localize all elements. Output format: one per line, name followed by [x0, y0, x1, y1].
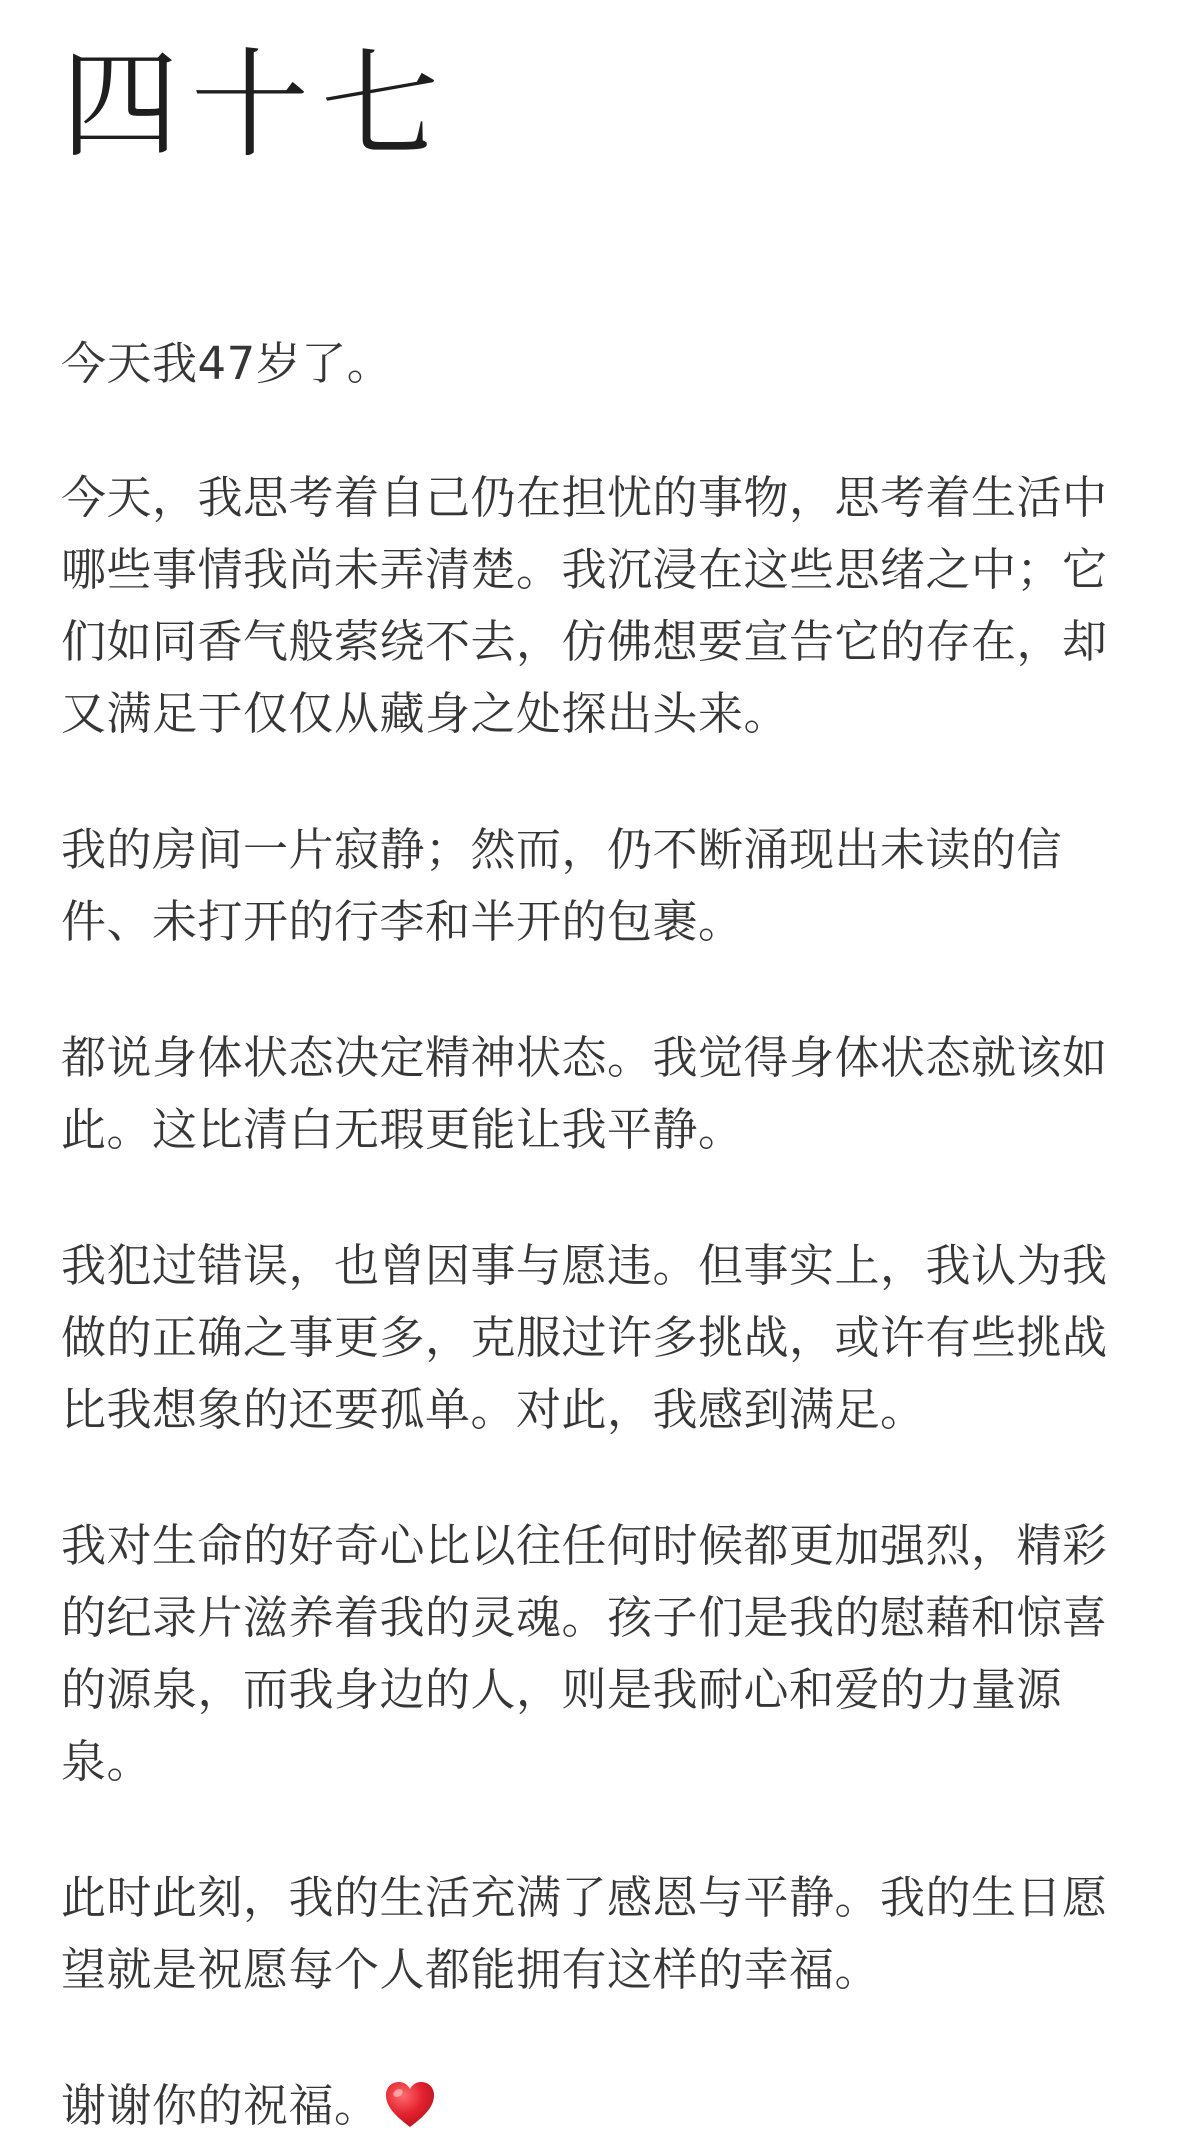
paragraph-7: 此时此刻，我的生活充满了感恩与平静。我的生日愿望就是祝愿每个人都能拥有这样的幸福。	[61, 1871, 1108, 1996]
paragraph-3: 我的房间一片寂静；然而，仍不断涌现出未读的信件、未打开的行李和半开的包裹。	[61, 823, 1063, 948]
closing-line	[61, 2070, 1117, 2142]
paragraph-4: 都说身体状态决定精神状态。我觉得身体状态就该如此。这比清白无瑕更能让我平静。	[61, 1031, 1108, 1156]
closing-text: 谢谢你的祝福。	[61, 2079, 380, 2132]
paragraph-6: 我对生命的好奇心比以往任何时候都更加强烈，精彩的纪录片滋养着我的灵魂。孩子们是我的慰藉和惊喜的源泉，而我身边的人，则是我耐心和爱的力量源泉。	[61, 1519, 1108, 1788]
paragraph-5: 我犯过错误，也曾因事与愿违。但事实上，我认为我做的正确之事更多，克服过许多挑战，或许有些挑战比我想象的还要孤单。对此，我感到满足。	[61, 1239, 1108, 1436]
page-title: 四十七	[61, 36, 452, 174]
note-body	[61, 328, 1117, 2142]
paragraph-1: 今天我47岁了。	[61, 337, 393, 390]
paragraph-2: 今天，我思考着自己仍在担忧的事物，思考着生活中哪些事情我尚未弄清楚。我沉浸在这些思绪之中；它们如同香气般萦绕不去，仿佛想要宣告它的存在，却又满足于仅仅从藏身之处探出头来。	[61, 471, 1108, 740]
red-heart-icon	[384, 2078, 436, 2126]
